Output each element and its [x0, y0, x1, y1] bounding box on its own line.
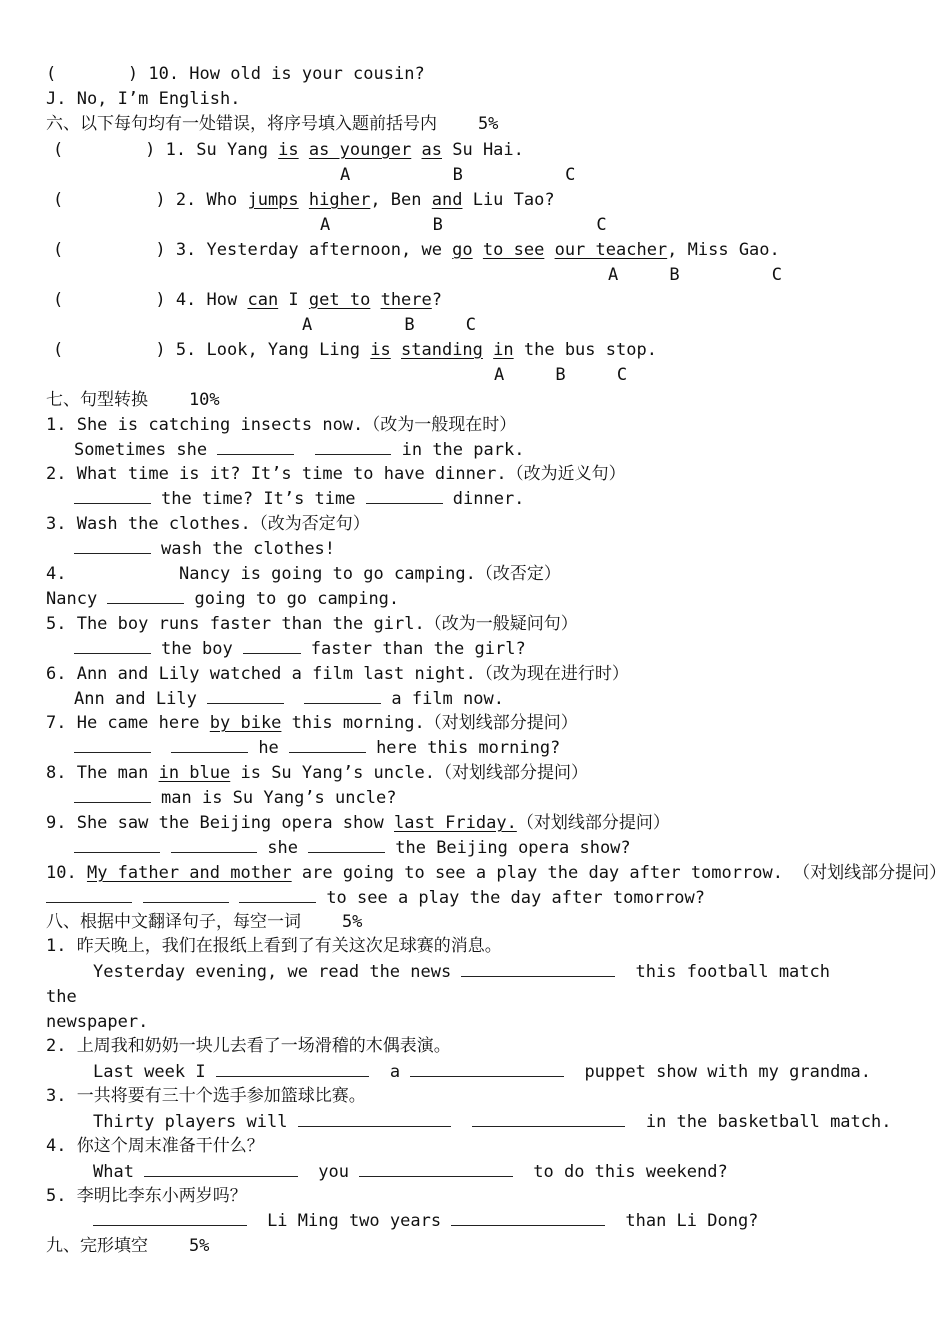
underlined-phrase: as [421, 140, 442, 160]
answer-blank[interactable] [298, 1111, 452, 1127]
underlined-phrase: as younger [308, 140, 412, 160]
worksheet-line [53, 339, 657, 361]
worksheet-line [74, 439, 524, 461]
worksheet-line [74, 737, 560, 759]
worksheet-line [46, 613, 578, 635]
worksheet-line [46, 389, 220, 411]
line-text: Li Ming two years [246, 1211, 452, 1231]
line-text: Last week I [93, 1062, 216, 1082]
line-text: Yesterday evening, we read the news [93, 962, 462, 982]
worksheet-line [46, 1035, 451, 1057]
answer-blank[interactable] [171, 837, 257, 853]
line-text [151, 738, 171, 758]
line-text: to see a play the day after tomorrow? [316, 888, 706, 908]
line-text: faster than the girl? [300, 639, 526, 659]
line-text: 8. The man [46, 763, 159, 783]
worksheet-line [320, 214, 607, 236]
worksheet-line [46, 986, 77, 1008]
line-text: 六、以下每句均有一处错误，将序号填入题前括号内 5% [46, 114, 499, 134]
line-text: going to go camping. [184, 589, 400, 609]
line-text: dinner. [442, 489, 525, 509]
line-text: , Ben [370, 190, 432, 210]
worksheet-line [46, 414, 516, 436]
answer-blank[interactable] [359, 1161, 513, 1177]
line-text: in the basketball match. [625, 1112, 892, 1132]
line-text: 3. Wash the clothes.（改为否定句） [46, 514, 370, 534]
worksheet-line [74, 787, 396, 809]
worksheet-line [93, 1210, 758, 1232]
line-text: 2. What time is it? It’s time to have dinner.（改为近义句） [46, 464, 626, 484]
line-text: I [278, 290, 309, 310]
line-text: Su Hai. [442, 140, 524, 160]
answer-blank[interactable] [217, 439, 294, 455]
line-text: a [369, 1062, 411, 1082]
answer-blank[interactable] [289, 737, 366, 753]
worksheet-line [74, 837, 631, 859]
line-text [451, 1112, 471, 1132]
line-text: 2. 上周我和奶奶一块儿去看了一场滑稽的木偶表演。 [46, 1036, 451, 1056]
worksheet-line [74, 638, 526, 660]
line-text: to do this weekend? [512, 1162, 728, 1182]
line-text: are going to see a play the day after tomorrow. （对划线部分提问） [291, 863, 947, 883]
line-text: the [46, 987, 77, 1007]
worksheet-line [46, 911, 362, 933]
worksheet-line [46, 712, 578, 734]
worksheet-line [608, 264, 782, 286]
line-text: 七、句型转换 10% [46, 390, 220, 410]
worksheet-line [46, 588, 399, 610]
worksheet-line [46, 463, 626, 485]
line-text: the boy [150, 639, 243, 659]
line-text: What [93, 1162, 145, 1182]
worksheet-line [74, 538, 335, 560]
worksheet-line [340, 164, 575, 186]
line-text: this morning.（对划线部分提问） [281, 713, 578, 733]
line-text: （对划线部分提问） [516, 813, 670, 833]
line-text: the bus stop. [513, 340, 657, 360]
line-text [391, 340, 401, 360]
answer-blank[interactable] [308, 837, 385, 853]
line-text: newspaper. [46, 1012, 149, 1032]
line-text: than Li Dong? [604, 1211, 759, 1231]
answer-blank[interactable] [107, 588, 184, 604]
line-text: 1. 昨天晚上，我们在报纸上看到了有关这次足球赛的消息。 [46, 936, 502, 956]
underlined-phrase: can [247, 290, 279, 310]
worksheet-line [46, 563, 561, 585]
line-text: 10. [46, 863, 87, 883]
worksheet-line [53, 139, 524, 161]
underlined-phrase: jumps [247, 190, 299, 210]
line-text: ( ) 10. How old is your cousin? [46, 64, 425, 84]
underlined-phrase: to see [482, 240, 545, 260]
worksheet-line [46, 812, 670, 834]
line-text [132, 888, 142, 908]
line-text [299, 190, 309, 210]
answer-blank[interactable] [171, 737, 248, 753]
worksheet-line [46, 935, 502, 957]
line-text: she [257, 838, 309, 858]
line-text: 5. 李明比李东小两岁吗？ [46, 1186, 247, 1206]
underlined-phrase: last Friday. [394, 813, 517, 833]
underlined-phrase: is [278, 140, 299, 160]
line-text: J. No, I’m English. [46, 89, 241, 109]
underlined-phrase: standing [401, 340, 483, 360]
worksheet-line [74, 688, 504, 710]
line-text: 5. The boy runs faster than the girl.（改为一般疑问句） [46, 614, 578, 634]
line-text: Liu Tao? [462, 190, 555, 210]
worksheet-line [46, 1135, 264, 1157]
line-text: 9. She saw the Beijing opera show [46, 813, 394, 833]
worksheet-line [46, 862, 946, 884]
underlined-phrase: there [380, 290, 432, 310]
worksheet-line [494, 364, 627, 386]
line-text [473, 240, 483, 260]
line-text [544, 240, 554, 260]
line-text: A B C [302, 315, 476, 335]
line-text: man is Su Yang’s uncle? [150, 788, 397, 808]
line-text [411, 140, 421, 160]
line-text: Sometimes she [74, 440, 218, 460]
worksheet-line [46, 663, 629, 685]
line-text: puppet show with my grandma. [563, 1062, 872, 1082]
line-text [370, 290, 380, 310]
answer-blank[interactable] [144, 1161, 298, 1177]
underlined-phrase: go [452, 240, 473, 260]
answer-blank[interactable] [239, 887, 316, 903]
underlined-phrase: is [370, 340, 391, 360]
line-text: ( ) 1. Su Yang [53, 140, 279, 160]
worksheet-line [53, 289, 442, 311]
answer-blank[interactable] [472, 1111, 626, 1127]
underlined-phrase: higher [308, 190, 371, 210]
line-text: the time? It’s time [150, 489, 366, 509]
line-text: ? [431, 290, 443, 310]
line-text: he [248, 738, 290, 758]
answer-blank[interactable] [74, 737, 151, 753]
worksheet-line [302, 314, 476, 336]
line-text: Nancy [46, 589, 108, 609]
answer-blank[interactable] [93, 1210, 247, 1226]
answer-blank[interactable] [74, 488, 151, 504]
line-text: wash the clothes! [150, 539, 336, 559]
line-text: is Su Yang’s uncle.（对划线部分提问） [230, 763, 588, 783]
worksheet-line [46, 1085, 366, 1107]
underlined-phrase: our teacher [554, 240, 668, 260]
line-text: 4. 你这个周末准备干什么？ [46, 1136, 264, 1156]
underlined-phrase: in [493, 340, 514, 360]
answer-blank[interactable] [451, 1210, 605, 1226]
underlined-phrase: by bike [209, 713, 282, 733]
worksheet-line [53, 189, 555, 211]
worksheet-line [46, 762, 588, 784]
line-text [160, 838, 170, 858]
underlined-phrase: and [431, 190, 463, 210]
line-text: 1. She is catching insects now.（改为一般现在时） [46, 415, 517, 435]
answer-blank[interactable] [461, 961, 615, 977]
worksheet-line [46, 1185, 247, 1207]
answer-blank[interactable] [74, 837, 160, 853]
line-text: A B C [340, 165, 576, 185]
worksheet-line [93, 961, 830, 983]
worksheet-line [46, 887, 705, 909]
line-text: ( ) 4. How [53, 290, 248, 310]
answer-blank[interactable] [207, 688, 284, 704]
line-text [294, 440, 314, 460]
underlined-phrase: My father and mother [86, 863, 292, 883]
line-text: Ann and Lily [74, 689, 208, 709]
worksheet-line [93, 1111, 891, 1133]
answer-blank[interactable] [74, 787, 151, 803]
answer-blank[interactable] [216, 1061, 370, 1077]
underlined-phrase: get to [308, 290, 371, 310]
worksheet-line [46, 513, 370, 535]
line-text: a film now. [381, 689, 504, 709]
line-text: Thirty players will [93, 1112, 298, 1132]
line-text: A B C [320, 215, 607, 235]
answer-blank[interactable] [74, 638, 151, 654]
line-text: A B C [494, 365, 628, 385]
worksheet-line [46, 63, 425, 85]
answer-blank[interactable] [143, 887, 229, 903]
answer-blank[interactable] [46, 887, 132, 903]
answer-blank[interactable] [410, 1061, 564, 1077]
worksheet-line [46, 1235, 209, 1257]
worksheet-line [93, 1161, 728, 1183]
line-text: ( ) 2. Who [53, 190, 248, 210]
line-text: A B C [608, 265, 782, 285]
line-text: you [297, 1162, 360, 1182]
line-text: here this morning? [365, 738, 561, 758]
line-text: ( ) 5. Look, Yang Ling [53, 340, 371, 360]
answer-blank[interactable] [304, 688, 381, 704]
underlined-phrase: in blue [158, 763, 231, 783]
answer-blank[interactable] [315, 439, 392, 455]
answer-blank[interactable] [74, 538, 151, 554]
worksheet-line [46, 88, 240, 110]
line-text [284, 689, 304, 709]
line-text: this football match [615, 962, 830, 982]
line-text: the Beijing opera show? [385, 838, 631, 858]
line-text: 九、完形填空 5% [46, 1236, 210, 1256]
line-text [299, 140, 309, 160]
line-text: 6. Ann and Lily watched a film last night.（改为现在进行时） [46, 664, 629, 684]
line-text: ( ) 3. Yesterday afternoon, we [53, 240, 453, 260]
line-text: 3. 一共将要有三十个选手参加篮球比赛。 [46, 1086, 366, 1106]
line-text: 4. Nancy is going to go camping.（改否定） [46, 564, 561, 584]
line-text [483, 340, 493, 360]
answer-blank[interactable] [366, 488, 443, 504]
line-text: , Miss Gao. [667, 240, 780, 260]
line-text [229, 888, 239, 908]
line-text: in the park. [391, 440, 525, 460]
worksheet-line [46, 1011, 148, 1033]
worksheet-line [53, 239, 780, 261]
worksheet-line [74, 488, 524, 510]
worksheet-line [93, 1061, 871, 1083]
answer-blank[interactable] [243, 638, 301, 654]
line-text: 7. He came here [46, 713, 210, 733]
worksheet-line [46, 113, 498, 135]
line-text: 八、根据中文翻译句子，每空一词 5% [46, 912, 363, 932]
